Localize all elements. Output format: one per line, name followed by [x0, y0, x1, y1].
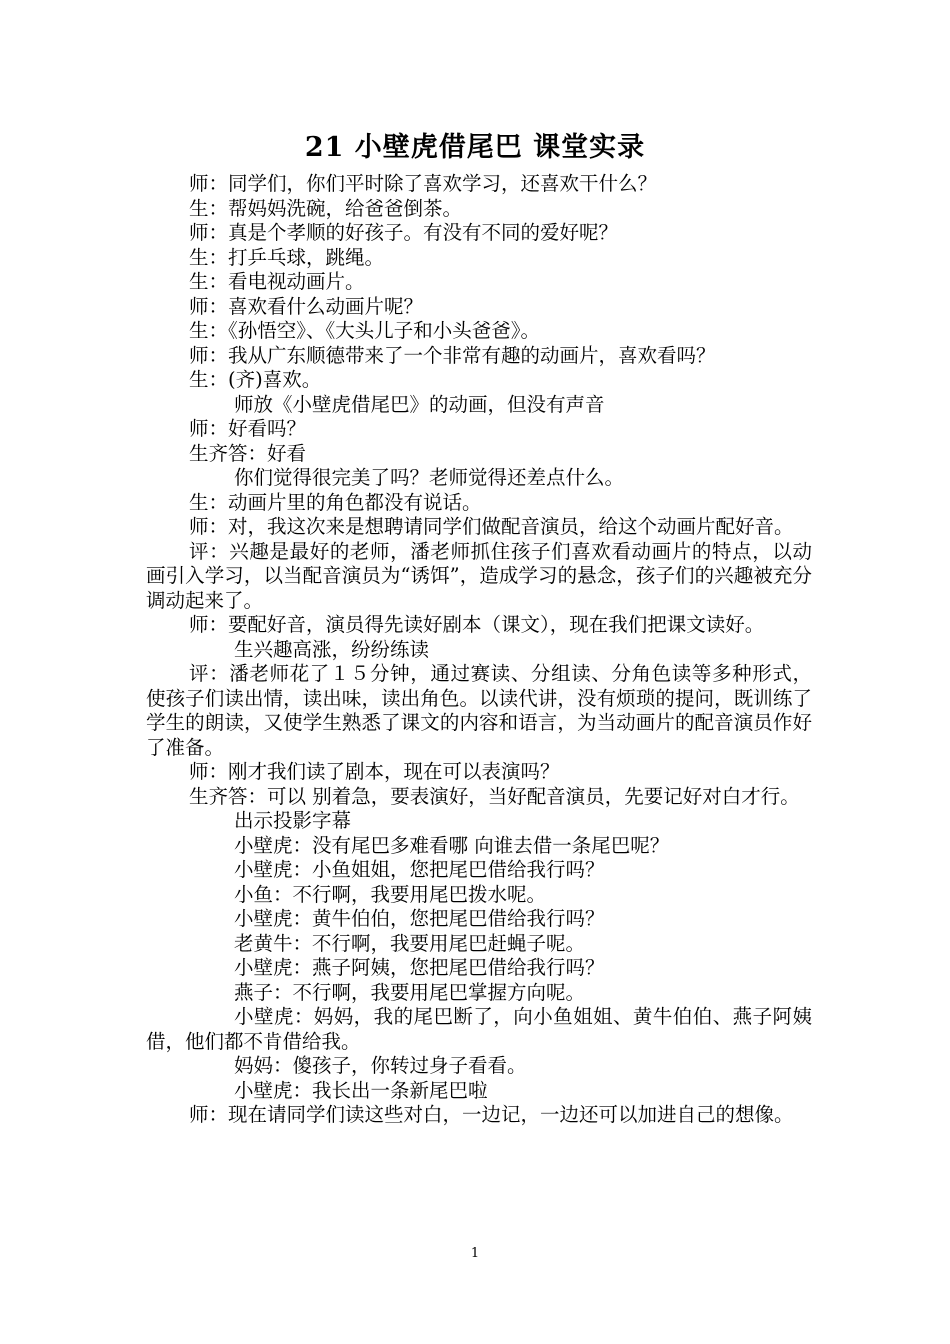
- stage-direction: 出示投影字幕: [234, 809, 352, 832]
- dialogue-line: 妈妈：傻孩子，你转过身子看看。: [234, 1054, 527, 1077]
- paragraph: 师：真是个孝顺的好孩子。有没有不同的爱好呢？: [189, 221, 619, 244]
- paragraph: 生：《孙悟空》、《大头儿子和小头爸爸》。: [189, 319, 541, 342]
- paragraph: 生：(齐)喜欢。: [189, 368, 322, 391]
- comment-paragraph: 评：潘老师花了１５分钟，通过赛读、分组读、分角色读等多种形式，使孩子们读出情，读出味，读出角色。以读代讲，没有烦琐的提问，既训练了学生的朗读，又使学生熟悉了课文的内容和语言，为当动画片的配音演员作好了准备。: [146, 662, 812, 759]
- stage-direction: 生兴趣高涨，纷纷练读: [234, 637, 430, 661]
- comment-paragraph: 评：兴趣是最好的老师，潘老师抓住孩子们喜欢看动画片的特点，以动画引入学习，以当配音演员为“诱饵”，造成学习的悬念，孩子们的兴趣被充分调动起来了。: [146, 539, 812, 612]
- page-number: 1: [470, 1246, 480, 1261]
- paragraph: 生：打乒乓球，跳绳。: [189, 245, 385, 269]
- paragraph: 师：要配好音，演员得先读好剧本（课文），现在我们把课文读好。: [189, 613, 765, 636]
- paragraph: 师：刚才我们读了剧本，现在可以表演吗？: [189, 760, 560, 783]
- paragraph: 师：对，我这次来是想聘请同学们做配音演员，给这个动画片配好音。: [189, 515, 794, 538]
- dialogue-line: 小壁虎：黄牛伯伯，您把尾巴借给我行吗？: [234, 907, 605, 930]
- dialogue-line: 小壁虎：小鱼姐姐，您把尾巴借给我行吗？: [234, 858, 605, 881]
- paragraph: 生齐答：可以 别着急，要表演好，当好配音演员，先要记好对白才行。: [189, 784, 800, 808]
- paragraph: 你们觉得很完美了吗？老师觉得还差点什么。: [234, 466, 625, 489]
- stage-direction: 师放《小壁虎借尾巴》的动画，但没有声音: [234, 392, 605, 416]
- dialogue-line: 小鱼：不行啊，我要用尾巴拨水呢。: [234, 882, 547, 906]
- dialogue-line: 小壁虎：妈妈，我的尾巴断了，向小鱼姐姐、黄牛伯伯、燕子阿姨借，他们都不肯借给我。: [146, 1005, 812, 1053]
- paragraph: 生：看电视动画片。: [189, 270, 365, 293]
- dialogue-line: 小壁虎：燕子阿姨，您把尾巴借给我行吗？: [234, 956, 605, 979]
- paragraph: 师：我从广东顺德带来了一个非常有趣的动画片，喜欢看吗？: [189, 343, 716, 367]
- paragraph: 生：帮妈妈洗碗，给爸爸倒茶。: [189, 196, 463, 220]
- document-body: [146, 172, 812, 1128]
- paragraph: 师：喜欢看什么动画片呢？: [189, 294, 424, 318]
- paragraph: 生：动画片里的角色都没有说话。: [189, 490, 482, 514]
- dialogue-line: 小壁虎：没有尾巴多难看哪 向谁去借一条尾巴呢？: [234, 833, 670, 857]
- paragraph: 师：现在请同学们读这些对白，一边记，一边还可以加进自己的想像。: [189, 1103, 794, 1126]
- dialogue-line: 老黄牛：不行啊，我要用尾巴赶蝇子呢。: [234, 931, 586, 955]
- dialogue-line: 小壁虎：我长出一条新尾巴啦: [234, 1078, 488, 1102]
- paragraph: 师：好看吗？: [189, 417, 307, 440]
- document-title: 21 小壁虎借尾巴 课堂实录: [304, 132, 646, 163]
- paragraph: 师：同学们，你们平时除了喜欢学习，还喜欢干什么？: [189, 172, 658, 195]
- dialogue-line: 燕子：不行啊，我要用尾巴掌握方向呢。: [234, 980, 586, 1004]
- paragraph: 生齐答：好看: [189, 441, 307, 465]
